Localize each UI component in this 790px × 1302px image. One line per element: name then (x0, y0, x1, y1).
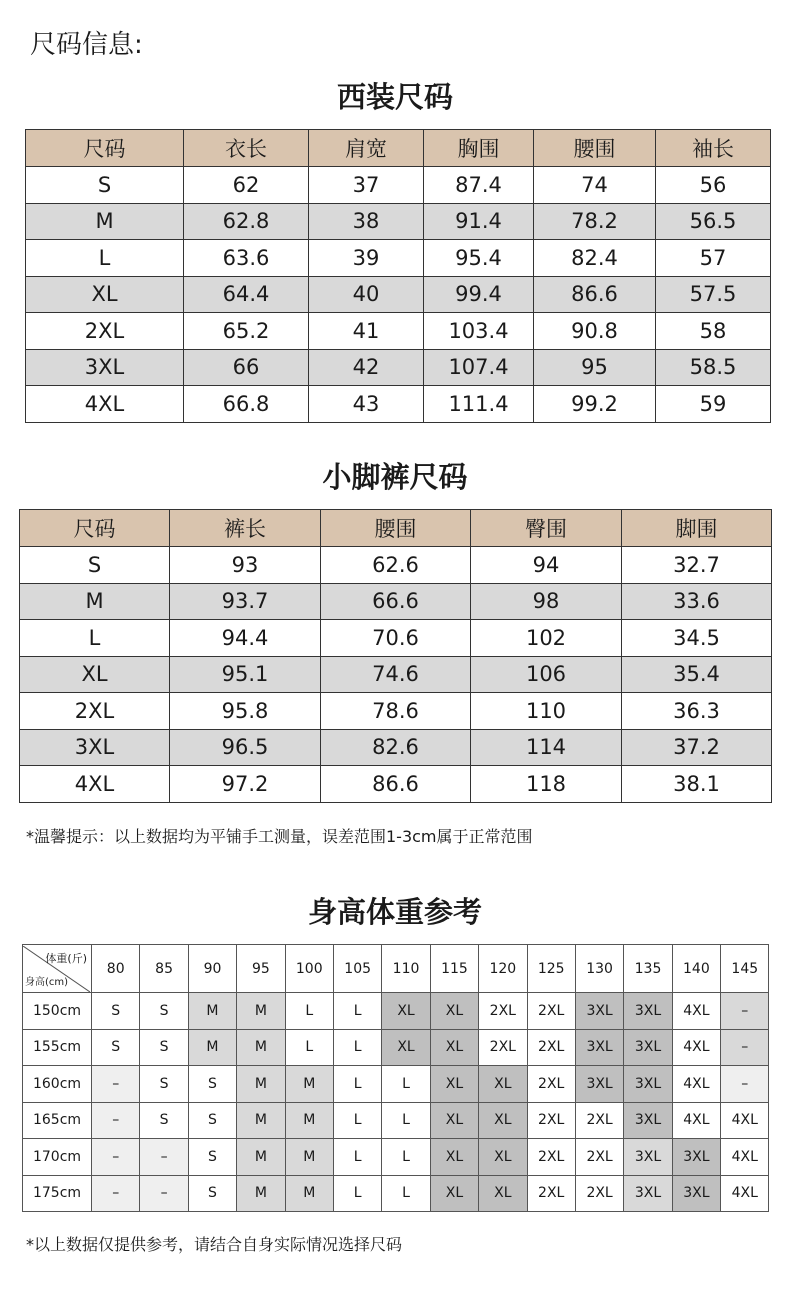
table-row (23, 1029, 769, 1066)
table-row (26, 203, 771, 240)
table-row (23, 993, 769, 1030)
weight-header: 90 (188, 945, 236, 993)
table-row (20, 693, 772, 730)
size-label-cell: 2XL (20, 693, 170, 730)
weight-header: 80 (92, 945, 140, 993)
table-row (26, 313, 771, 350)
size-label-cell: 2XL (26, 313, 184, 350)
recommended-size-cell: 2XL (527, 1139, 575, 1176)
recommended-size-cell: 4XL (672, 1102, 720, 1139)
recommended-size-cell: M (237, 1139, 285, 1176)
measurement-cell: 33.6 (622, 583, 772, 620)
recommended-size-cell: 3XL (575, 1066, 623, 1103)
measurement-cell: 58.5 (656, 349, 771, 386)
table-row (20, 547, 772, 584)
recommended-size-cell: – (721, 1066, 769, 1103)
measurement-cell: 66.8 (184, 386, 309, 423)
table-row (23, 1102, 769, 1139)
recommended-size-cell: M (285, 1139, 333, 1176)
recommended-size-cell: L (333, 1175, 381, 1212)
measurement-cell: 63.6 (184, 240, 309, 277)
height-label-cell: 175cm (23, 1175, 92, 1212)
table-row (26, 240, 771, 277)
measurement-cell: 59 (656, 386, 771, 423)
recommended-size-cell: L (333, 1139, 381, 1176)
weight-header: 130 (575, 945, 623, 993)
recommended-size-cell: S (188, 1139, 236, 1176)
recommended-size-cell: 2XL (479, 993, 527, 1030)
recommended-size-cell: XL (479, 1102, 527, 1139)
recommended-size-cell: 3XL (624, 1139, 672, 1176)
suit-size-table (25, 129, 771, 423)
measurement-cell: 118 (471, 766, 622, 803)
recommended-size-cell: 3XL (672, 1139, 720, 1176)
measurement-cell: 90.8 (534, 313, 656, 350)
measurement-cell: 78.2 (534, 203, 656, 240)
size-label-cell: 4XL (26, 386, 184, 423)
size-label-cell: S (26, 167, 184, 204)
table-row (23, 1175, 769, 1212)
measurement-cell: 39 (309, 240, 424, 277)
recommended-size-cell: 2XL (527, 1066, 575, 1103)
recommended-size-cell: XL (382, 1029, 430, 1066)
recommended-size-cell: S (92, 993, 140, 1030)
recommended-size-cell: M (237, 993, 285, 1030)
recommended-size-cell: S (140, 993, 188, 1030)
recommended-size-cell: L (285, 1029, 333, 1066)
measurement-cell: 66.6 (321, 583, 471, 620)
table-row (26, 276, 771, 313)
recommended-size-cell: M (188, 993, 236, 1030)
recommended-size-cell: XL (382, 993, 430, 1030)
recommended-size-cell: 3XL (624, 1175, 672, 1212)
recommended-size-cell: L (382, 1102, 430, 1139)
weight-header: 125 (527, 945, 575, 993)
recommended-size-cell: 3XL (624, 1066, 672, 1103)
measurement-cell: 38.1 (622, 766, 772, 803)
table-row (20, 766, 772, 803)
recommended-size-cell: – (92, 1139, 140, 1176)
recommended-size-cell: XL (479, 1175, 527, 1212)
measurement-cell: 93.7 (170, 583, 321, 620)
recommended-size-cell: M (237, 1066, 285, 1103)
measurement-cell: 62.6 (321, 547, 471, 584)
measurement-cell: 56.5 (656, 203, 771, 240)
recommended-size-cell: XL (430, 1139, 478, 1176)
measurement-cell: 102 (471, 620, 622, 657)
measurement-cell: 95.4 (424, 240, 534, 277)
pants-size-table (19, 509, 772, 803)
recommended-size-cell: S (188, 1175, 236, 1212)
recommended-size-cell: S (140, 1102, 188, 1139)
measurement-cell: 57.5 (656, 276, 771, 313)
height-label-cell: 155cm (23, 1029, 92, 1066)
size-label-cell: 4XL (20, 766, 170, 803)
recommended-size-cell: 2XL (479, 1029, 527, 1066)
size-label-cell: XL (20, 656, 170, 693)
weight-header: 145 (721, 945, 769, 993)
table-row (26, 167, 771, 204)
measurement-cell: 38 (309, 203, 424, 240)
size-label-cell: M (26, 203, 184, 240)
measurement-cell: 62 (184, 167, 309, 204)
size-label-cell: 3XL (20, 729, 170, 766)
column-header: 腰围 (534, 130, 656, 167)
recommended-size-cell: XL (430, 1029, 478, 1066)
size-label-cell: L (20, 620, 170, 657)
recommended-size-cell: 2XL (575, 1139, 623, 1176)
measurement-cell: 66 (184, 349, 309, 386)
measurement-cell: 74 (534, 167, 656, 204)
recommended-size-cell: – (92, 1175, 140, 1212)
table-row (20, 656, 772, 693)
recommended-size-cell: 2XL (575, 1102, 623, 1139)
recommended-size-cell: 4XL (721, 1102, 769, 1139)
measurement-cell: 99.4 (424, 276, 534, 313)
measurement-cell: 94 (471, 547, 622, 584)
column-header: 尺码 (20, 510, 170, 547)
height-label-cell: 150cm (23, 993, 92, 1030)
recommended-size-cell: XL (430, 993, 478, 1030)
size-label-cell: XL (26, 276, 184, 313)
recommended-size-cell: – (140, 1175, 188, 1212)
measurement-cell: 41 (309, 313, 424, 350)
recommended-size-cell: M (188, 1029, 236, 1066)
size-label-cell: L (26, 240, 184, 277)
weight-header: 140 (672, 945, 720, 993)
recommended-size-cell: S (140, 1066, 188, 1103)
measurement-cell: 58 (656, 313, 771, 350)
column-header: 袖长 (656, 130, 771, 167)
column-header: 尺码 (26, 130, 184, 167)
pants-size-title: 小脚裤尺码 (322, 460, 468, 494)
recommended-size-cell: S (188, 1066, 236, 1103)
recommended-size-cell: S (92, 1029, 140, 1066)
recommended-size-cell: M (237, 1175, 285, 1212)
weight-header: 135 (624, 945, 672, 993)
recommended-size-cell: 4XL (721, 1139, 769, 1176)
measurement-cell: 107.4 (424, 349, 534, 386)
measurement-cell: 99.2 (534, 386, 656, 423)
table-row (26, 349, 771, 386)
recommended-size-cell: M (285, 1175, 333, 1212)
recommended-size-cell: L (333, 1102, 381, 1139)
height-weight-title: 身高体重参考 (307, 895, 482, 929)
recommended-size-cell: – (721, 993, 769, 1030)
column-header: 脚围 (622, 510, 772, 547)
weight-header: 95 (237, 945, 285, 993)
table-row (20, 729, 772, 766)
weight-header: 85 (140, 945, 188, 993)
page-heading: 尺码信息: (30, 30, 143, 60)
recommended-size-cell: 2XL (527, 1029, 575, 1066)
measurement-cell: 96.5 (170, 729, 321, 766)
recommended-size-cell: 3XL (575, 1029, 623, 1066)
recommended-size-cell: 2XL (527, 1175, 575, 1212)
recommended-size-cell: 4XL (672, 1029, 720, 1066)
weight-header: 110 (382, 945, 430, 993)
measurement-cell: 62.8 (184, 203, 309, 240)
recommended-size-cell: M (237, 1029, 285, 1066)
measurement-cell: 95.1 (170, 656, 321, 693)
recommended-size-cell: L (333, 993, 381, 1030)
recommended-size-cell: S (140, 1029, 188, 1066)
column-header: 腰围 (321, 510, 471, 547)
suit-size-title: 西装尺码 (336, 80, 453, 114)
weight-header: 115 (430, 945, 478, 993)
measurement-cell: 34.5 (622, 620, 772, 657)
measurement-cell: 37 (309, 167, 424, 204)
recommended-size-cell: 3XL (672, 1175, 720, 1212)
measurement-cell: 82.6 (321, 729, 471, 766)
recommended-size-cell: 3XL (624, 1102, 672, 1139)
recommended-size-cell: L (382, 1175, 430, 1212)
recommended-size-cell: 3XL (624, 1029, 672, 1066)
measurement-cell: 37.2 (622, 729, 772, 766)
recommended-size-cell: 2XL (527, 1102, 575, 1139)
recommended-size-cell: M (237, 1102, 285, 1139)
measurement-cell: 110 (471, 693, 622, 730)
recommended-size-cell: XL (430, 1066, 478, 1103)
recommended-size-cell: – (92, 1102, 140, 1139)
measurement-cell: 56 (656, 167, 771, 204)
weight-header: 100 (285, 945, 333, 993)
corner-cell (23, 945, 92, 993)
measurement-cell: 87.4 (424, 167, 534, 204)
recommended-size-cell: XL (430, 1102, 478, 1139)
recommended-size-cell: 3XL (624, 993, 672, 1030)
measurement-cell: 40 (309, 276, 424, 313)
column-header: 肩宽 (309, 130, 424, 167)
measurement-cell: 64.4 (184, 276, 309, 313)
recommended-size-cell: – (721, 1029, 769, 1066)
measurement-cell: 43 (309, 386, 424, 423)
measurement-cell: 70.6 (321, 620, 471, 657)
table-row (20, 620, 772, 657)
table-row (20, 583, 772, 620)
height-label-cell: 165cm (23, 1102, 92, 1139)
recommended-size-cell: 4XL (672, 1066, 720, 1103)
weight-header: 105 (333, 945, 381, 993)
height-unit-label: 身高(cm) (25, 976, 69, 988)
column-header: 裤长 (170, 510, 321, 547)
measurement-cell: 86.6 (321, 766, 471, 803)
height-weight-table (22, 944, 769, 1212)
recommended-size-cell: M (285, 1102, 333, 1139)
measurement-cell: 86.6 (534, 276, 656, 313)
size-label-cell: 3XL (26, 349, 184, 386)
measurement-cell: 111.4 (424, 386, 534, 423)
measurement-cell: 82.4 (534, 240, 656, 277)
measurement-cell: 42 (309, 349, 424, 386)
recommended-size-cell: 3XL (575, 993, 623, 1030)
recommended-size-cell: XL (479, 1139, 527, 1176)
measurement-cell: 95.8 (170, 693, 321, 730)
size-label-cell: M (20, 583, 170, 620)
measurement-note: *温馨提示：以上数据均为平铺手工测量，误差范围1-3cm属于正常范围 (26, 827, 533, 846)
recommended-size-cell: 4XL (672, 993, 720, 1030)
recommended-size-cell: S (188, 1102, 236, 1139)
measurement-cell: 95 (534, 349, 656, 386)
recommended-size-cell: 4XL (721, 1175, 769, 1212)
column-header: 衣长 (184, 130, 309, 167)
measurement-cell: 98 (471, 583, 622, 620)
measurement-cell: 97.2 (170, 766, 321, 803)
reference-note: *以上数据仅提供参考，请结合自身实际情况选择尺码 (26, 1235, 403, 1254)
height-label-cell: 160cm (23, 1066, 92, 1103)
recommended-size-cell: XL (479, 1066, 527, 1103)
recommended-size-cell: XL (430, 1175, 478, 1212)
weight-unit-label: 体重(斤) (45, 951, 87, 965)
recommended-size-cell: L (382, 1139, 430, 1176)
measurement-cell: 103.4 (424, 313, 534, 350)
measurement-cell: 74.6 (321, 656, 471, 693)
height-label-cell: 170cm (23, 1139, 92, 1176)
table-row (23, 1066, 769, 1103)
measurement-cell: 65.2 (184, 313, 309, 350)
measurement-cell: 36.3 (622, 693, 772, 730)
recommended-size-cell: – (140, 1139, 188, 1176)
measurement-cell: 32.7 (622, 547, 772, 584)
measurement-cell: 93 (170, 547, 321, 584)
recommended-size-cell: L (285, 993, 333, 1030)
recommended-size-cell: – (92, 1066, 140, 1103)
recommended-size-cell: M (285, 1066, 333, 1103)
measurement-cell: 94.4 (170, 620, 321, 657)
column-header: 胸围 (424, 130, 534, 167)
size-label-cell: S (20, 547, 170, 584)
measurement-cell: 91.4 (424, 203, 534, 240)
recommended-size-cell: 2XL (527, 993, 575, 1030)
weight-header: 120 (479, 945, 527, 993)
recommended-size-cell: 2XL (575, 1175, 623, 1212)
recommended-size-cell: L (333, 1029, 381, 1066)
recommended-size-cell: L (382, 1066, 430, 1103)
measurement-cell: 114 (471, 729, 622, 766)
measurement-cell: 57 (656, 240, 771, 277)
column-header: 臀围 (471, 510, 622, 547)
table-row (26, 386, 771, 423)
measurement-cell: 35.4 (622, 656, 772, 693)
recommended-size-cell: L (333, 1066, 381, 1103)
measurement-cell: 106 (471, 656, 622, 693)
table-row (23, 1139, 769, 1176)
measurement-cell: 78.6 (321, 693, 471, 730)
